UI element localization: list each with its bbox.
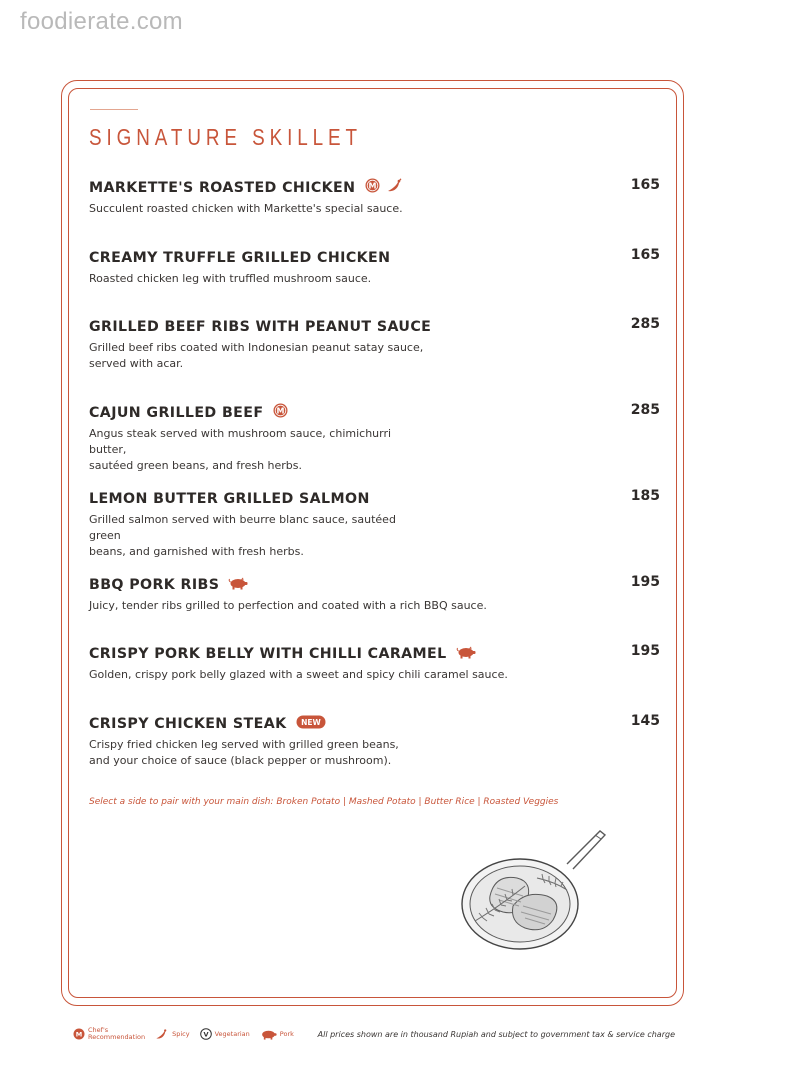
item-description: Roasted chicken leg with truffled mushroom sauce. xyxy=(89,272,372,285)
vegetarian-icon xyxy=(200,1028,212,1040)
item-price: 195 xyxy=(630,574,660,590)
new-badge-icon xyxy=(296,714,326,733)
item-name: BBQ PORK RIBS xyxy=(89,576,220,593)
item-description: Grilled salmon served with beurre blanc sauce, sautéed green beans, and garnished with fresh herbs. xyxy=(89,513,396,558)
title-rule xyxy=(90,109,138,110)
item-price: 145 xyxy=(630,713,660,729)
menu-item-bbq-pork-ribs xyxy=(89,574,664,614)
item-description: Succulent roasted chicken with Markette's special sauce. xyxy=(89,202,403,215)
item-price: 285 xyxy=(630,402,660,418)
item-description: Juicy, tender ribs grilled to perfection and coated with a rich BBQ sauce. xyxy=(89,599,487,612)
price-footnote: All prices shown are in thousand Rupiah and subject to government tax & service charge xyxy=(317,1030,675,1039)
chef-recommendation-icon xyxy=(273,403,288,422)
menu-item-cajun-grilled-beef xyxy=(89,402,664,474)
pork-icon xyxy=(260,1029,277,1040)
legend xyxy=(73,1024,304,1044)
svg-text:V: V xyxy=(203,1030,209,1039)
item-price: 195 xyxy=(630,643,660,659)
item-price: 165 xyxy=(630,177,660,193)
item-price: 165 xyxy=(630,247,660,263)
item-name: CRISPY PORK BELLY WITH CHILLI CARAMEL xyxy=(89,645,447,662)
chef-recommendation-icon xyxy=(365,178,380,197)
item-name: CRISPY CHICKEN STEAK xyxy=(89,715,287,732)
menu-item-markettes-roasted-chicken xyxy=(89,177,664,217)
menu-item-creamy-truffle-grilled-chicken xyxy=(89,247,664,287)
legend-chef-recommendation xyxy=(73,1027,145,1041)
legend-vegetarian: V Vegetarian xyxy=(200,1028,250,1040)
item-price: 185 xyxy=(630,488,660,504)
item-description: Grilled beef ribs coated with Indonesian peanut satay sauce, served with acar. xyxy=(89,341,424,370)
section-title: SIGNATURE SKILLET xyxy=(89,124,362,150)
pork-icon xyxy=(456,644,476,663)
skillet-illustration xyxy=(455,826,610,960)
item-description: Angus steak served with mushroom sauce, chimichurri butter, sautéed green beans, and fresh herbs. xyxy=(89,427,392,472)
menu-item-grilled-beef-ribs xyxy=(89,316,664,372)
svg-text:M: M xyxy=(276,406,285,416)
menu-item-lemon-butter-grilled-salmon xyxy=(89,488,664,560)
sides-note: Select a side to pair with your main dish: Broken Potato | Mashed Potato | Butter Rice | Roasted Veggies xyxy=(89,797,559,807)
menu-item-crispy-chicken-steak xyxy=(89,713,664,769)
item-name: CAJUN GRILLED BEEF xyxy=(89,404,264,421)
legend-pork: Pork xyxy=(260,1029,294,1040)
menu-item-crispy-pork-belly xyxy=(89,643,664,683)
item-description: Crispy fried chicken leg served with grilled green beans, and your choice of sauce (black pepper or mushroom). xyxy=(89,738,399,767)
pork-icon xyxy=(228,575,248,594)
item-price: 285 xyxy=(630,316,660,332)
new-badge-label: NEW xyxy=(300,718,321,727)
watermark: foodierate.com xyxy=(20,8,183,35)
svg-text:M: M xyxy=(75,1030,83,1039)
spicy-chili-icon xyxy=(387,178,403,197)
item-name: CREAMY TRUFFLE GRILLED CHICKEN xyxy=(89,249,391,266)
item-description: Golden, crispy pork belly glazed with a sweet and spicy chili caramel sauce. xyxy=(89,668,508,681)
svg-text:M: M xyxy=(368,181,376,191)
spicy-chili-icon xyxy=(155,1028,169,1040)
item-name: GRILLED BEEF RIBS WITH PEANUT SAUCE xyxy=(89,318,432,335)
legend-chef-label: Chef's Recommendation xyxy=(88,1026,146,1041)
item-name: MARKETTE'S ROASTED CHICKEN xyxy=(89,179,356,196)
item-name: LEMON BUTTER GRILLED SALMON xyxy=(89,490,370,507)
chef-recommendation-icon xyxy=(73,1028,85,1040)
legend-spicy: Spicy xyxy=(155,1028,189,1040)
